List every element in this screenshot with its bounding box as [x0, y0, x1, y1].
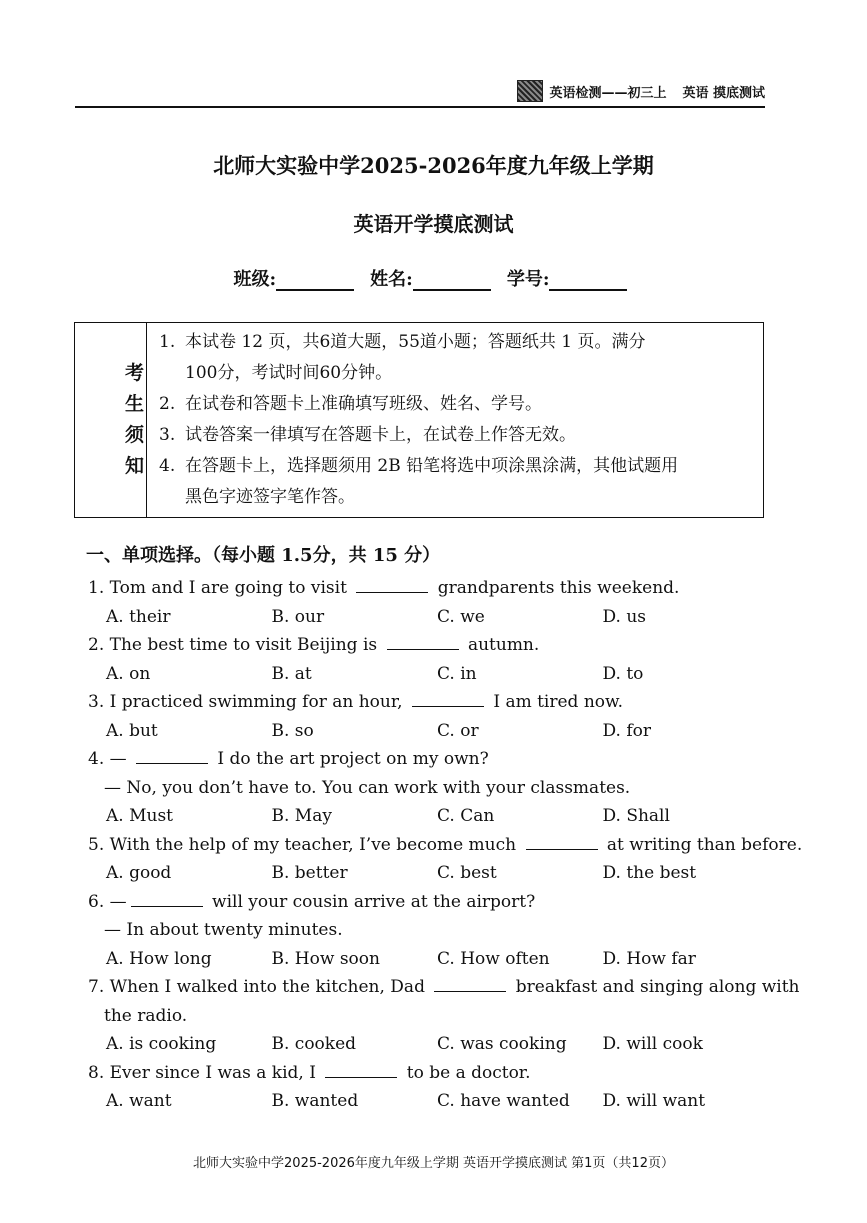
answer-option: B. cooked [271, 1034, 357, 1054]
answer-option: B. so [271, 720, 314, 741]
header-label: 英语检测——初三上 [549, 85, 667, 101]
question-text: autumn. [462, 635, 540, 655]
answer-options [88, 1030, 768, 1059]
answer-option: D. us [602, 606, 647, 627]
class-blank [276, 269, 354, 291]
notice-line: 在答题卡上，选择题须用 2B 铅笔将选中项涂黑涂满，其他试题用 [185, 456, 679, 476]
answer-option: B. at [271, 663, 312, 684]
page-footer: 北师大实验中学2025-2026年度九年级上学期 英语开学摸底测试 第1页（共12页） [193, 1156, 674, 1171]
question-text: breakfast and singing along with [510, 977, 800, 997]
answer-option: B. better [271, 863, 348, 883]
question-stem [88, 888, 768, 917]
question-continuation: — In about twenty minutes. [104, 920, 343, 940]
notice-item-number: 1. [159, 332, 176, 352]
answer-options [88, 802, 768, 831]
question-stem [88, 1059, 768, 1088]
publisher-logo-icon [517, 80, 543, 102]
notice-line: 100分，考试时间60分钟。 [185, 363, 393, 383]
question-stem [88, 631, 768, 660]
notice-item [159, 451, 755, 513]
answer-option: D. to [602, 663, 644, 684]
answer-option: D. the best [602, 863, 697, 883]
answer-option: A. good [106, 863, 172, 883]
answer-option: A. but [106, 720, 158, 741]
answer-blank [131, 888, 203, 907]
student-id-field: 学号: [507, 265, 634, 291]
notice-item-number: 3. [159, 425, 176, 445]
question-text: 6. — [88, 891, 127, 912]
question-stem [88, 574, 768, 603]
page-header [75, 78, 765, 108]
exam-subtitle: 英语开学摸底测试 [353, 212, 514, 236]
answer-option: A. How long [106, 948, 212, 969]
answer-option: A. Must [106, 806, 173, 826]
question-continuation: — No, you don’t have to. You can work with your classmates. [104, 777, 631, 798]
question-text: at writing than before. [601, 834, 803, 855]
answer-blank [325, 1059, 397, 1078]
answer-option: D. Shall [602, 806, 670, 826]
question-text: 7. When I walked into the kitchen, Dad [88, 977, 431, 997]
answer-option: A. is cooking [106, 1034, 217, 1054]
notice-line: 试卷答案一律填写在答题卡上，在试卷上作答无效。 [185, 425, 576, 445]
notice-item [159, 327, 755, 389]
answer-option: D. will want [602, 1091, 706, 1111]
question-stem [88, 745, 768, 774]
notice-item-text [185, 420, 576, 451]
answer-options [88, 1087, 768, 1116]
answer-option: B. our [271, 606, 325, 627]
answer-option: C. in [437, 663, 477, 684]
notice-item [159, 420, 755, 451]
question-stem [88, 973, 800, 1002]
answer-option: C. best [437, 863, 497, 883]
notice-item-text [185, 327, 646, 389]
answer-blank [387, 631, 459, 650]
question-text: I do the art project on my own? [212, 749, 489, 769]
question-stem [88, 831, 803, 860]
header-right [517, 80, 765, 102]
answer-options [88, 660, 768, 689]
student-id-blank [549, 269, 627, 291]
answer-blank [526, 831, 598, 850]
class-field: 班级: [234, 265, 361, 291]
notice-item [159, 389, 755, 420]
answer-blank [412, 688, 484, 707]
question-text: 3. I practiced swimming for an hour, [88, 692, 408, 712]
notice-item-text [185, 389, 542, 420]
notice-line: 在试卷和答题卡上准确填写班级、姓名、学号。 [185, 394, 542, 414]
answer-option: C. Can [437, 806, 495, 826]
exam-notice-box [74, 322, 764, 518]
answer-option: A. their [106, 606, 171, 627]
answer-option: D. How far [602, 948, 696, 969]
notice-line: 黑色字迹签字笔作答。 [185, 487, 355, 507]
answer-option: D. for [602, 720, 651, 741]
answer-options [88, 717, 768, 746]
answer-options [88, 603, 768, 632]
answer-option: B. wanted [271, 1091, 359, 1111]
answer-blank [356, 574, 428, 593]
question-text: I am tired now. [487, 692, 623, 712]
answer-blank [434, 973, 506, 992]
question-text: 4. — [88, 749, 133, 769]
answer-options [88, 859, 768, 888]
exam-title: 北师大实验中学2025-2026年度九年级上学期 [213, 153, 654, 178]
question-stem [88, 688, 768, 717]
answer-option: C. How often [437, 948, 550, 969]
answer-option: D. will cook [602, 1034, 703, 1054]
question-text: 1. Tom and I are going to visit [88, 578, 353, 598]
question-list [88, 574, 803, 1116]
question-text: 8. Ever since I was a kid, I [88, 1062, 322, 1083]
answer-option: C. have wanted [437, 1091, 570, 1111]
question-text: 5. With the help of my teacher, I’ve become much [88, 834, 522, 855]
notice-items [147, 323, 763, 517]
question-text: grandparents this weekend. [432, 578, 680, 598]
name-field: 姓名: [370, 265, 497, 291]
answer-option: B. May [271, 806, 332, 826]
answer-option: C. or [437, 720, 479, 741]
notice-line: 本试卷 12 页，共6道大题，55道小题；答题纸共 1 页。满分 [185, 332, 646, 352]
answer-option: A. on [106, 663, 151, 684]
question-text: to be a doctor. [401, 1062, 531, 1083]
name-blank [413, 269, 491, 291]
answer-option: C. we [437, 606, 485, 627]
section-title: 一、单项选择。（每小题 1.5分，共 15 分） [86, 545, 441, 566]
question-text: 2. The best time to visit Beijing is [88, 635, 383, 655]
answer-options [88, 945, 768, 974]
student-info-row [0, 265, 867, 291]
header-subject: 英语 摸底测试 [682, 85, 765, 101]
answer-option: B. How soon [271, 948, 380, 969]
question-continuation: the radio. [104, 1005, 188, 1026]
answer-option: A. want [106, 1091, 172, 1111]
notice-item-number: 2. [159, 394, 176, 414]
answer-option: C. was cooking [437, 1034, 567, 1054]
question-text: will your cousin arrive at the airport? [206, 891, 536, 912]
answer-blank [136, 745, 208, 764]
notice-item-number: 4. [159, 456, 176, 476]
notice-item-text [185, 451, 678, 513]
notice-label: 考 生 须 知 [75, 323, 147, 517]
